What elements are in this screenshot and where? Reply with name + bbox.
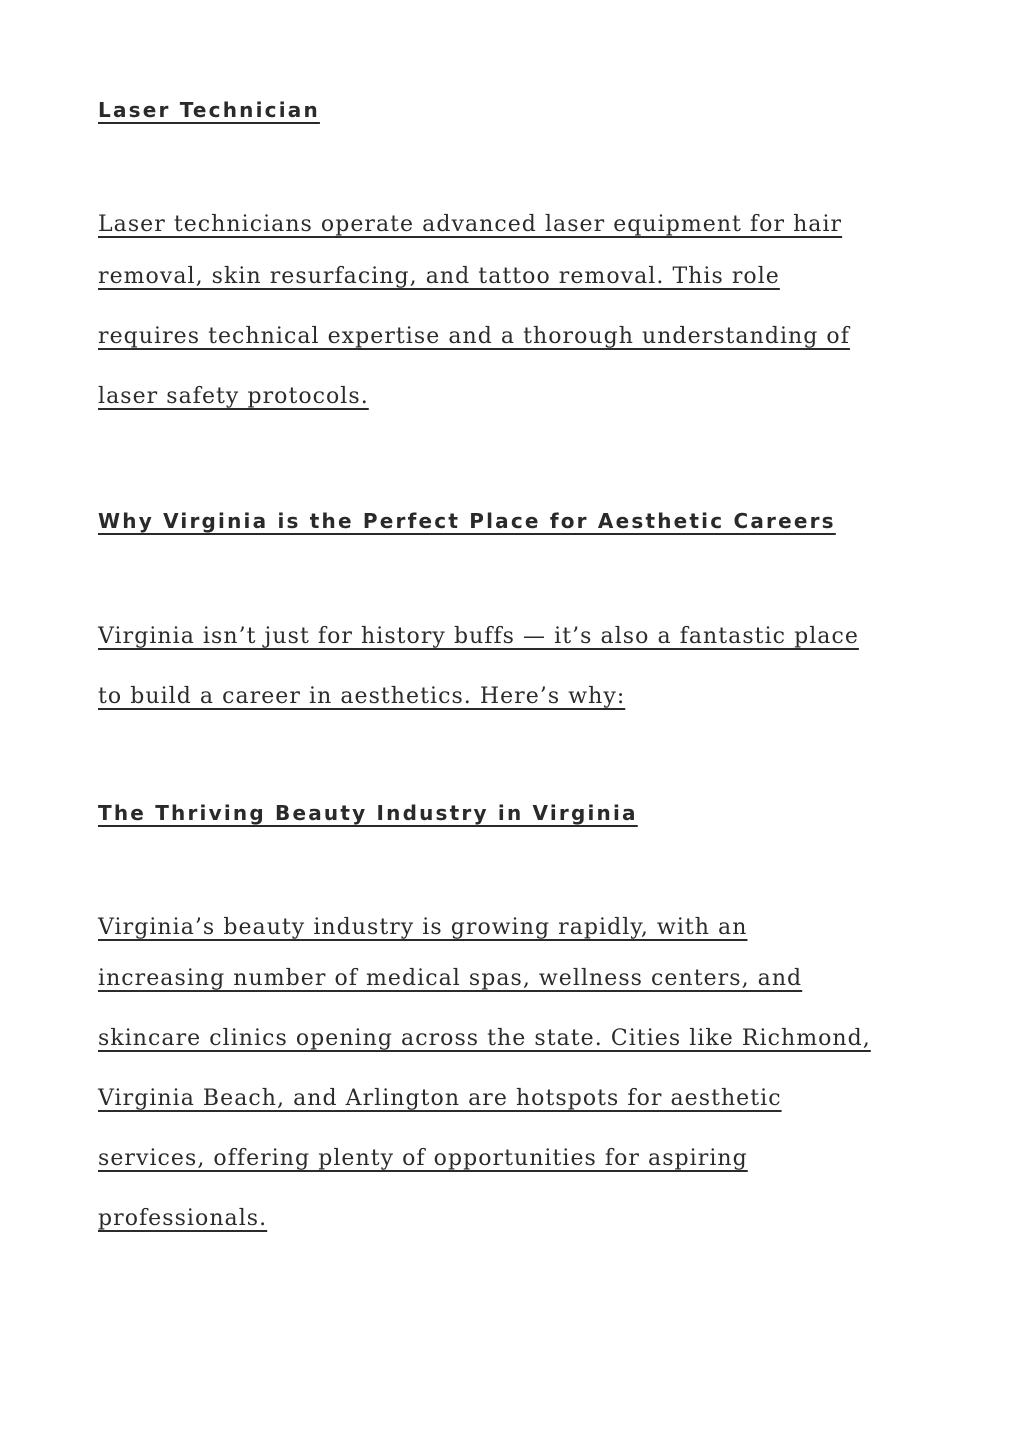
section-heading-laser-technician[interactable]: Laser Technician <box>98 98 320 122</box>
paragraph-line[interactable]: services, offering plenty of opportunities for aspiring <box>98 1146 748 1171</box>
paragraph-line[interactable]: increasing number of medical spas, wellness centers, and <box>98 966 803 991</box>
paragraph-line[interactable]: Virginia isn’t just for history buffs — it’s also a fantastic place <box>98 624 859 649</box>
paragraph-line[interactable]: Laser technicians operate advanced laser equipment for hair <box>98 212 843 237</box>
paragraph-line[interactable]: professionals. <box>98 1206 268 1231</box>
paragraph-line[interactable]: to build a career in aesthetics. Here’s why: <box>98 684 626 709</box>
paragraph-line[interactable]: skincare clinics opening across the state. Cities like Richmond, <box>98 1026 871 1051</box>
paragraph-line[interactable]: laser safety protocols. <box>98 384 369 409</box>
paragraph-line[interactable]: removal, skin resurfacing, and tattoo removal. This role <box>98 264 780 289</box>
paragraph-line[interactable]: Virginia Beach, and Arlington are hotspots for aesthetic <box>98 1086 782 1111</box>
section-heading-beauty-industry[interactable]: The Thriving Beauty Industry in Virginia <box>98 801 638 825</box>
section-heading-why-virginia[interactable]: Why Virginia is the Perfect Place for Aesthetic Careers <box>98 509 836 533</box>
paragraph-line[interactable]: requires technical expertise and a thorough understanding of <box>98 324 850 349</box>
paragraph-line[interactable]: Virginia’s beauty industry is growing rapidly, with an <box>98 915 748 940</box>
